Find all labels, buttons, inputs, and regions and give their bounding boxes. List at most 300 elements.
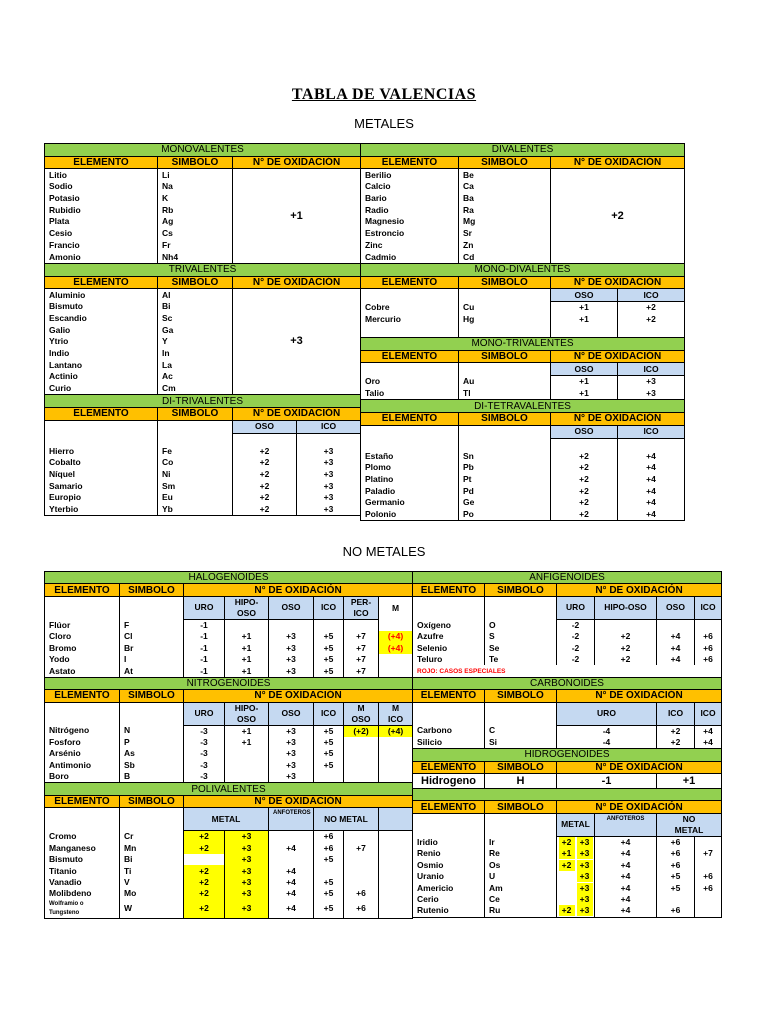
table-row (413, 725, 722, 737)
hdr-simbolo: SIMBOLO (459, 350, 551, 363)
table-row (45, 408, 361, 421)
hdr-nox: N° DE OXIDACIÓN (557, 801, 722, 813)
blank (551, 438, 618, 450)
element-symbol: Al (158, 289, 233, 301)
element-name: Arsénio (45, 748, 120, 759)
table-row (45, 690, 413, 702)
element-symbol: Li (158, 169, 233, 181)
element-symbol: Po (459, 509, 551, 521)
element-name: Litio (45, 169, 158, 181)
oxidation-value (269, 831, 314, 843)
oxidation-value: +6 (314, 831, 344, 843)
element-symbol: Fe (158, 445, 233, 457)
oxidation-value (379, 760, 413, 771)
oxidation-value: (+4) (379, 631, 413, 642)
hdr-hipo-oso (225, 702, 269, 725)
hdr-ico: ICO (387, 713, 404, 724)
oxidation-value: +6 (657, 860, 695, 871)
oxidation-value: +5 (314, 854, 344, 865)
element-name: Antimonio (45, 760, 120, 771)
oxidation-ico: +2 (618, 301, 685, 313)
oxidation-ico: +3 (297, 445, 361, 457)
hdr-nox: N° DE OXIDACIÓN (184, 795, 413, 807)
element-symbol: Mo (120, 888, 184, 899)
element-symbol: Na (158, 181, 233, 193)
oxidation-ico: +3 (297, 469, 361, 481)
oxidation-value (225, 748, 269, 759)
table-row (361, 314, 685, 326)
element-symbol: S (485, 631, 557, 642)
hdr-simbolo: SIMBOLO (485, 584, 557, 596)
table-row (413, 801, 722, 813)
oxidation-value: +6 (657, 836, 695, 848)
table-row (45, 865, 413, 876)
element-symbol: Rb (158, 204, 233, 216)
oxidation-value: +3 (269, 725, 314, 737)
blank (45, 420, 158, 433)
table-row (45, 619, 413, 631)
blank (158, 420, 233, 433)
oxidation-metal (557, 905, 595, 917)
element-name: Germanio (361, 497, 459, 509)
table-row (45, 492, 361, 504)
oxidation-value: +6 (695, 654, 722, 665)
oxidation-value: +7 (695, 848, 722, 859)
table-row (413, 749, 722, 761)
element-symbol: Cr (120, 831, 184, 843)
oxidation-metal (557, 894, 595, 905)
oxidation-oso: +2 (551, 485, 618, 497)
element-name: Rutenio (413, 905, 485, 917)
oxidation-value: -3 (184, 771, 225, 783)
oxidation-value (595, 619, 657, 631)
oxidation-value (344, 760, 379, 771)
oxidation-value: -2 (557, 654, 595, 665)
element-name: Flúor (45, 619, 120, 631)
hdr-simbolo: SIMBOLO (459, 413, 551, 426)
table-row (45, 702, 413, 725)
table-row (361, 263, 685, 276)
oxidation-value: -2 (557, 619, 595, 631)
hdr-oso: OSO (657, 596, 695, 619)
table-row (361, 413, 685, 426)
element-symbol: Re (485, 848, 557, 859)
hdr-nox: N° DE OXIDACIÓN (551, 276, 685, 289)
blank (379, 877, 413, 888)
hdr-ico: ICO (297, 420, 361, 433)
hdr-simbolo: SIMBOLO (158, 276, 233, 289)
oxidation-value: +4 (595, 905, 657, 917)
element-name: Osmio (413, 860, 485, 871)
oxidation-ico: +3 (297, 492, 361, 504)
element-name: Yodo (45, 654, 120, 665)
oxidation-ico: +2 (618, 314, 685, 326)
oxidation-value (344, 831, 379, 843)
oxidation-value: +1 (225, 654, 269, 665)
table-row (413, 882, 722, 893)
hdr-oso: OSO (237, 713, 256, 724)
hdr-nox: N° DE OXIDACIÓN (233, 156, 361, 169)
element-name: Zinc (361, 240, 459, 252)
oxidation-value: +3 (269, 771, 314, 783)
oxidation-value: +5 (314, 877, 344, 888)
element-symbol: B (120, 771, 184, 783)
blank (45, 702, 120, 725)
table-row (45, 808, 413, 831)
table-row (361, 497, 685, 509)
oxidation-value (695, 860, 722, 871)
oxidation-value: +2 (595, 654, 657, 665)
oxidation-value (344, 865, 379, 876)
table-row (413, 584, 722, 596)
element-name: Mercurio (361, 314, 459, 326)
hdr-uro: URO (184, 596, 225, 619)
element-symbol: Co (158, 457, 233, 469)
oxidation-value: +2 (559, 860, 575, 871)
table-row (45, 584, 413, 596)
oxidation-value: +5 (314, 748, 344, 759)
table-row (413, 643, 722, 654)
oxidation-value: -4 (557, 725, 657, 737)
element-symbol: As (120, 748, 184, 759)
blank (459, 363, 551, 376)
element-symbol: Nh4 (158, 251, 233, 263)
table-row (413, 774, 722, 789)
oxidation-value: +5 (657, 871, 695, 882)
blank (413, 813, 485, 836)
table-row (413, 789, 722, 801)
element-symbol: Ag (158, 216, 233, 228)
oxidation-value: +1 (225, 643, 269, 654)
oxidation-value (695, 619, 722, 631)
element-symbol: Ac (158, 371, 233, 383)
hdr-per-ico (344, 596, 379, 619)
oxidation-oso: +2 (233, 445, 297, 457)
oxidation-value: +4 (595, 848, 657, 859)
oxidation-oso: +1 (551, 314, 618, 326)
oxidation-value: -1 (184, 654, 225, 665)
hdr-oso: OSO (551, 425, 618, 438)
table-row (45, 144, 361, 157)
element-name: Manganeso (45, 843, 120, 854)
table-row (45, 831, 413, 843)
table-row (45, 631, 413, 642)
oxidation-value: +2 (657, 725, 695, 737)
hdr-uro: URO (557, 702, 657, 725)
hdr-elemento: ELEMENTO (45, 276, 158, 289)
element-name: Teluro (413, 654, 485, 665)
table-row (413, 690, 722, 702)
oxidation-oso: +2 (233, 457, 297, 469)
table-row (413, 894, 722, 905)
oxidation-value (269, 854, 314, 865)
element-name-alt: Tungsteno (49, 909, 80, 916)
element-name: Selenio (413, 643, 485, 654)
oxidation-value: +2 (559, 837, 575, 848)
table-row (361, 276, 685, 289)
element-name: Oro (361, 376, 459, 388)
hdr-oso: OSO (551, 363, 618, 376)
oxidation-value: +6 (314, 843, 344, 854)
oxidation-ico: +4 (618, 485, 685, 497)
oxidation-value: +5 (314, 631, 344, 642)
table-row (413, 665, 722, 677)
element-name: Nitrógeno (45, 725, 120, 737)
hdr-elemento: ELEMENTO (361, 350, 459, 363)
hdr-oso: OSO (269, 596, 314, 619)
oxidation-value: +2 (184, 888, 225, 899)
element-name: Polonio (361, 509, 459, 521)
element-name: Indio (45, 348, 158, 360)
element-name: Plomo (361, 462, 459, 474)
element-name: Bismuto (45, 301, 158, 313)
oxidation-value: -3 (184, 737, 225, 748)
table-row (361, 301, 685, 313)
hdr-elemento: ELEMENTO (413, 801, 485, 813)
element-name: Aluminio (45, 289, 158, 301)
table-row (361, 425, 685, 438)
special-cases-note: ROJO: CASOS ESPECIALES (413, 665, 722, 677)
element-symbol: N (120, 725, 184, 737)
oxidation-value (225, 771, 269, 783)
element-symbol: Cl (120, 631, 184, 642)
hdr-elemento: ELEMENTO (413, 690, 485, 702)
hdr-oso: OSO (269, 702, 314, 725)
blank (413, 596, 485, 619)
oxidation-value (379, 665, 413, 677)
table-row (45, 737, 413, 748)
element-name: Cobalto (45, 457, 158, 469)
table-row (45, 596, 413, 619)
oxidation-ico: +3 (618, 388, 685, 400)
element-symbol: C (485, 725, 557, 737)
table-row (413, 654, 722, 665)
hdr-simbolo: SIMBOLO (120, 795, 184, 807)
hdr-simbolo: SIMBOLO (120, 690, 184, 702)
hdr-elemento: ELEMENTO (361, 276, 459, 289)
table-row (361, 509, 685, 521)
oxidation-value (657, 894, 695, 905)
oxidation-value: +3 (269, 748, 314, 759)
blank (459, 438, 551, 450)
element-symbol: La (158, 359, 233, 371)
blank (233, 433, 297, 445)
oxidation-oso: +2 (551, 462, 618, 474)
oxidation-ico: +4 (618, 509, 685, 521)
oxidation-ico: +3 (618, 376, 685, 388)
oxidation-value (225, 760, 269, 771)
element-name: Talio (361, 388, 459, 400)
element-name: Amonio (45, 251, 158, 263)
oxidation-value: +2 (657, 737, 695, 749)
hdr-nox: N° DE OXIDACIÓN (184, 690, 413, 702)
element-symbol: Y (158, 336, 233, 348)
element-symbol: Be (459, 169, 551, 181)
oxidation-value: +2 (184, 843, 225, 854)
oxidation-value: +3 (269, 654, 314, 665)
table-row (361, 363, 685, 376)
element-symbol: Si (485, 737, 557, 749)
oxidation-value: (+4) (379, 725, 413, 737)
oxidation-value: +2 (551, 169, 685, 264)
blank (361, 289, 459, 302)
blank (459, 325, 551, 337)
oxidation-value: -2 (557, 643, 595, 654)
hdr-m: M (357, 702, 365, 713)
hdr-m-ico (379, 702, 413, 725)
page-title: TABLA DE VALENCIAS (291, 86, 477, 103)
element-name: Cloro (45, 631, 120, 642)
blank (361, 438, 459, 450)
element-symbol: Sc (158, 313, 233, 325)
oxidation-value: +6 (344, 888, 379, 899)
oxidation-value: +4 (695, 725, 722, 737)
hdr-elemento: ELEMENTO (45, 690, 120, 702)
blank (158, 433, 233, 445)
oxidation-value: +4 (269, 900, 314, 919)
hdr-ico: ICO (314, 596, 344, 619)
oxidation-value: +4 (595, 871, 657, 882)
oxidation-value: +3 (577, 860, 593, 871)
element-name: Calcio (361, 181, 459, 193)
element-name: Galio (45, 324, 158, 336)
hdr-metal: METAL (184, 808, 269, 831)
table-row (413, 836, 722, 848)
group-anfigenoides: ANFIGENOIDES (413, 572, 722, 584)
element-symbol: Pb (459, 462, 551, 474)
blank (379, 831, 413, 843)
hdr-hipo: HIPO- (234, 702, 259, 713)
blank (379, 843, 413, 854)
table-row (45, 395, 361, 408)
element-name: Oxígeno (413, 619, 485, 631)
oxidation-value: +3 (577, 894, 593, 905)
blank (485, 596, 557, 619)
table-row (45, 654, 413, 665)
oxidation-oso: +2 (233, 492, 297, 504)
element-symbol: Pt (459, 474, 551, 486)
table-row (361, 169, 685, 181)
hdr-anfoteros: ANFOTEROS (269, 808, 314, 831)
blank (297, 433, 361, 445)
blank (120, 702, 184, 725)
element-name: Escandio (45, 313, 158, 325)
hdr-metal: METAL (557, 813, 595, 836)
hdr-per: PER- (350, 596, 372, 607)
table-row (45, 771, 413, 783)
table-row (45, 276, 361, 289)
oxidation-value: +3 (233, 289, 361, 395)
group-hidrogenoides: HIDROGENOIDES (413, 749, 722, 761)
element-symbol: Cd (459, 251, 551, 263)
blank (120, 808, 184, 831)
hdr-oso: OSO (351, 713, 371, 724)
hdr-uro: URO (184, 702, 225, 725)
table-row (45, 760, 413, 771)
oxidation-value: +3 (269, 737, 314, 748)
element-symbol: Bi (120, 854, 184, 865)
element-symbol: Se (485, 643, 557, 654)
blank (379, 888, 413, 899)
hdr-simbolo: SIMBOLO (158, 408, 233, 421)
hdr-m-oso (344, 702, 379, 725)
blank (618, 438, 685, 450)
oxidation-value: +3 (577, 837, 593, 848)
element-name: Níquel (45, 469, 158, 481)
table-row (413, 905, 722, 917)
oxidation-value: +3 (225, 831, 269, 843)
oxidation-value: -4 (557, 737, 657, 749)
oxidation-ico: +3 (297, 504, 361, 516)
table-row (45, 748, 413, 759)
element-name: Estaño (361, 450, 459, 462)
element-name: Ytrio (45, 336, 158, 348)
hdr-no-metal (657, 813, 722, 836)
hdr-elemento: ELEMENTO (45, 584, 120, 596)
oxidation-value: -1 (184, 631, 225, 642)
hdr-uro: URO (557, 596, 595, 619)
group-di-tetravalentes: DI-TETRAVALENTES (361, 400, 685, 413)
oxidation-value: +3 (269, 631, 314, 642)
table-row (361, 485, 685, 497)
oxidation-value (269, 619, 314, 631)
element-name: Cromo (45, 831, 120, 843)
element-symbol: Eu (158, 492, 233, 504)
element-name: Magnesio (361, 216, 459, 228)
table-row (45, 572, 413, 584)
element-name: Bismuto (45, 854, 120, 865)
table-row (45, 900, 413, 919)
table-row (361, 376, 685, 388)
table-row (45, 469, 361, 481)
oxidation-value: +2 (184, 877, 225, 888)
oxidation-value (225, 619, 269, 631)
table-row (45, 888, 413, 899)
table-row (45, 433, 361, 445)
oxidation-metal (557, 871, 595, 882)
hdr-nox: N° DE OXIDACIÓN (557, 761, 722, 773)
table-row (361, 388, 685, 400)
element-name: Wolframio o Tungsteno (45, 900, 120, 919)
element-name: Renio (413, 848, 485, 859)
oxidation-value: +7 (344, 654, 379, 665)
hdr-no: NO (682, 813, 696, 824)
oxidation-value: +5 (314, 654, 344, 665)
element-symbol: Ti (120, 865, 184, 876)
element-name: Boro (45, 771, 120, 783)
element-symbol: Ca (459, 181, 551, 193)
element-symbol: Ba (459, 193, 551, 205)
table-row (413, 572, 722, 584)
element-name: Hidrogeno (413, 774, 485, 789)
oxidation-value: +2 (184, 831, 225, 843)
element-name: Silicio (413, 737, 485, 749)
oxidation-value: +4 (269, 865, 314, 876)
group-carbonoides: CARBONOIDES (413, 677, 722, 689)
oxidation-value: +3 (225, 888, 269, 899)
oxidation-value: +1 (657, 774, 722, 789)
hdr-metal: METAL (674, 824, 704, 835)
element-symbol: In (158, 348, 233, 360)
oxidation-oso: +2 (233, 504, 297, 516)
hdr-elemento: ELEMENTO (45, 156, 158, 169)
element-symbol: Ge (459, 497, 551, 509)
oxidation-value: +2 (184, 865, 225, 876)
element-name: Sodio (45, 181, 158, 193)
hdr-ico: ICO (657, 702, 695, 725)
oxidation-value (344, 771, 379, 783)
table-row (45, 480, 361, 492)
